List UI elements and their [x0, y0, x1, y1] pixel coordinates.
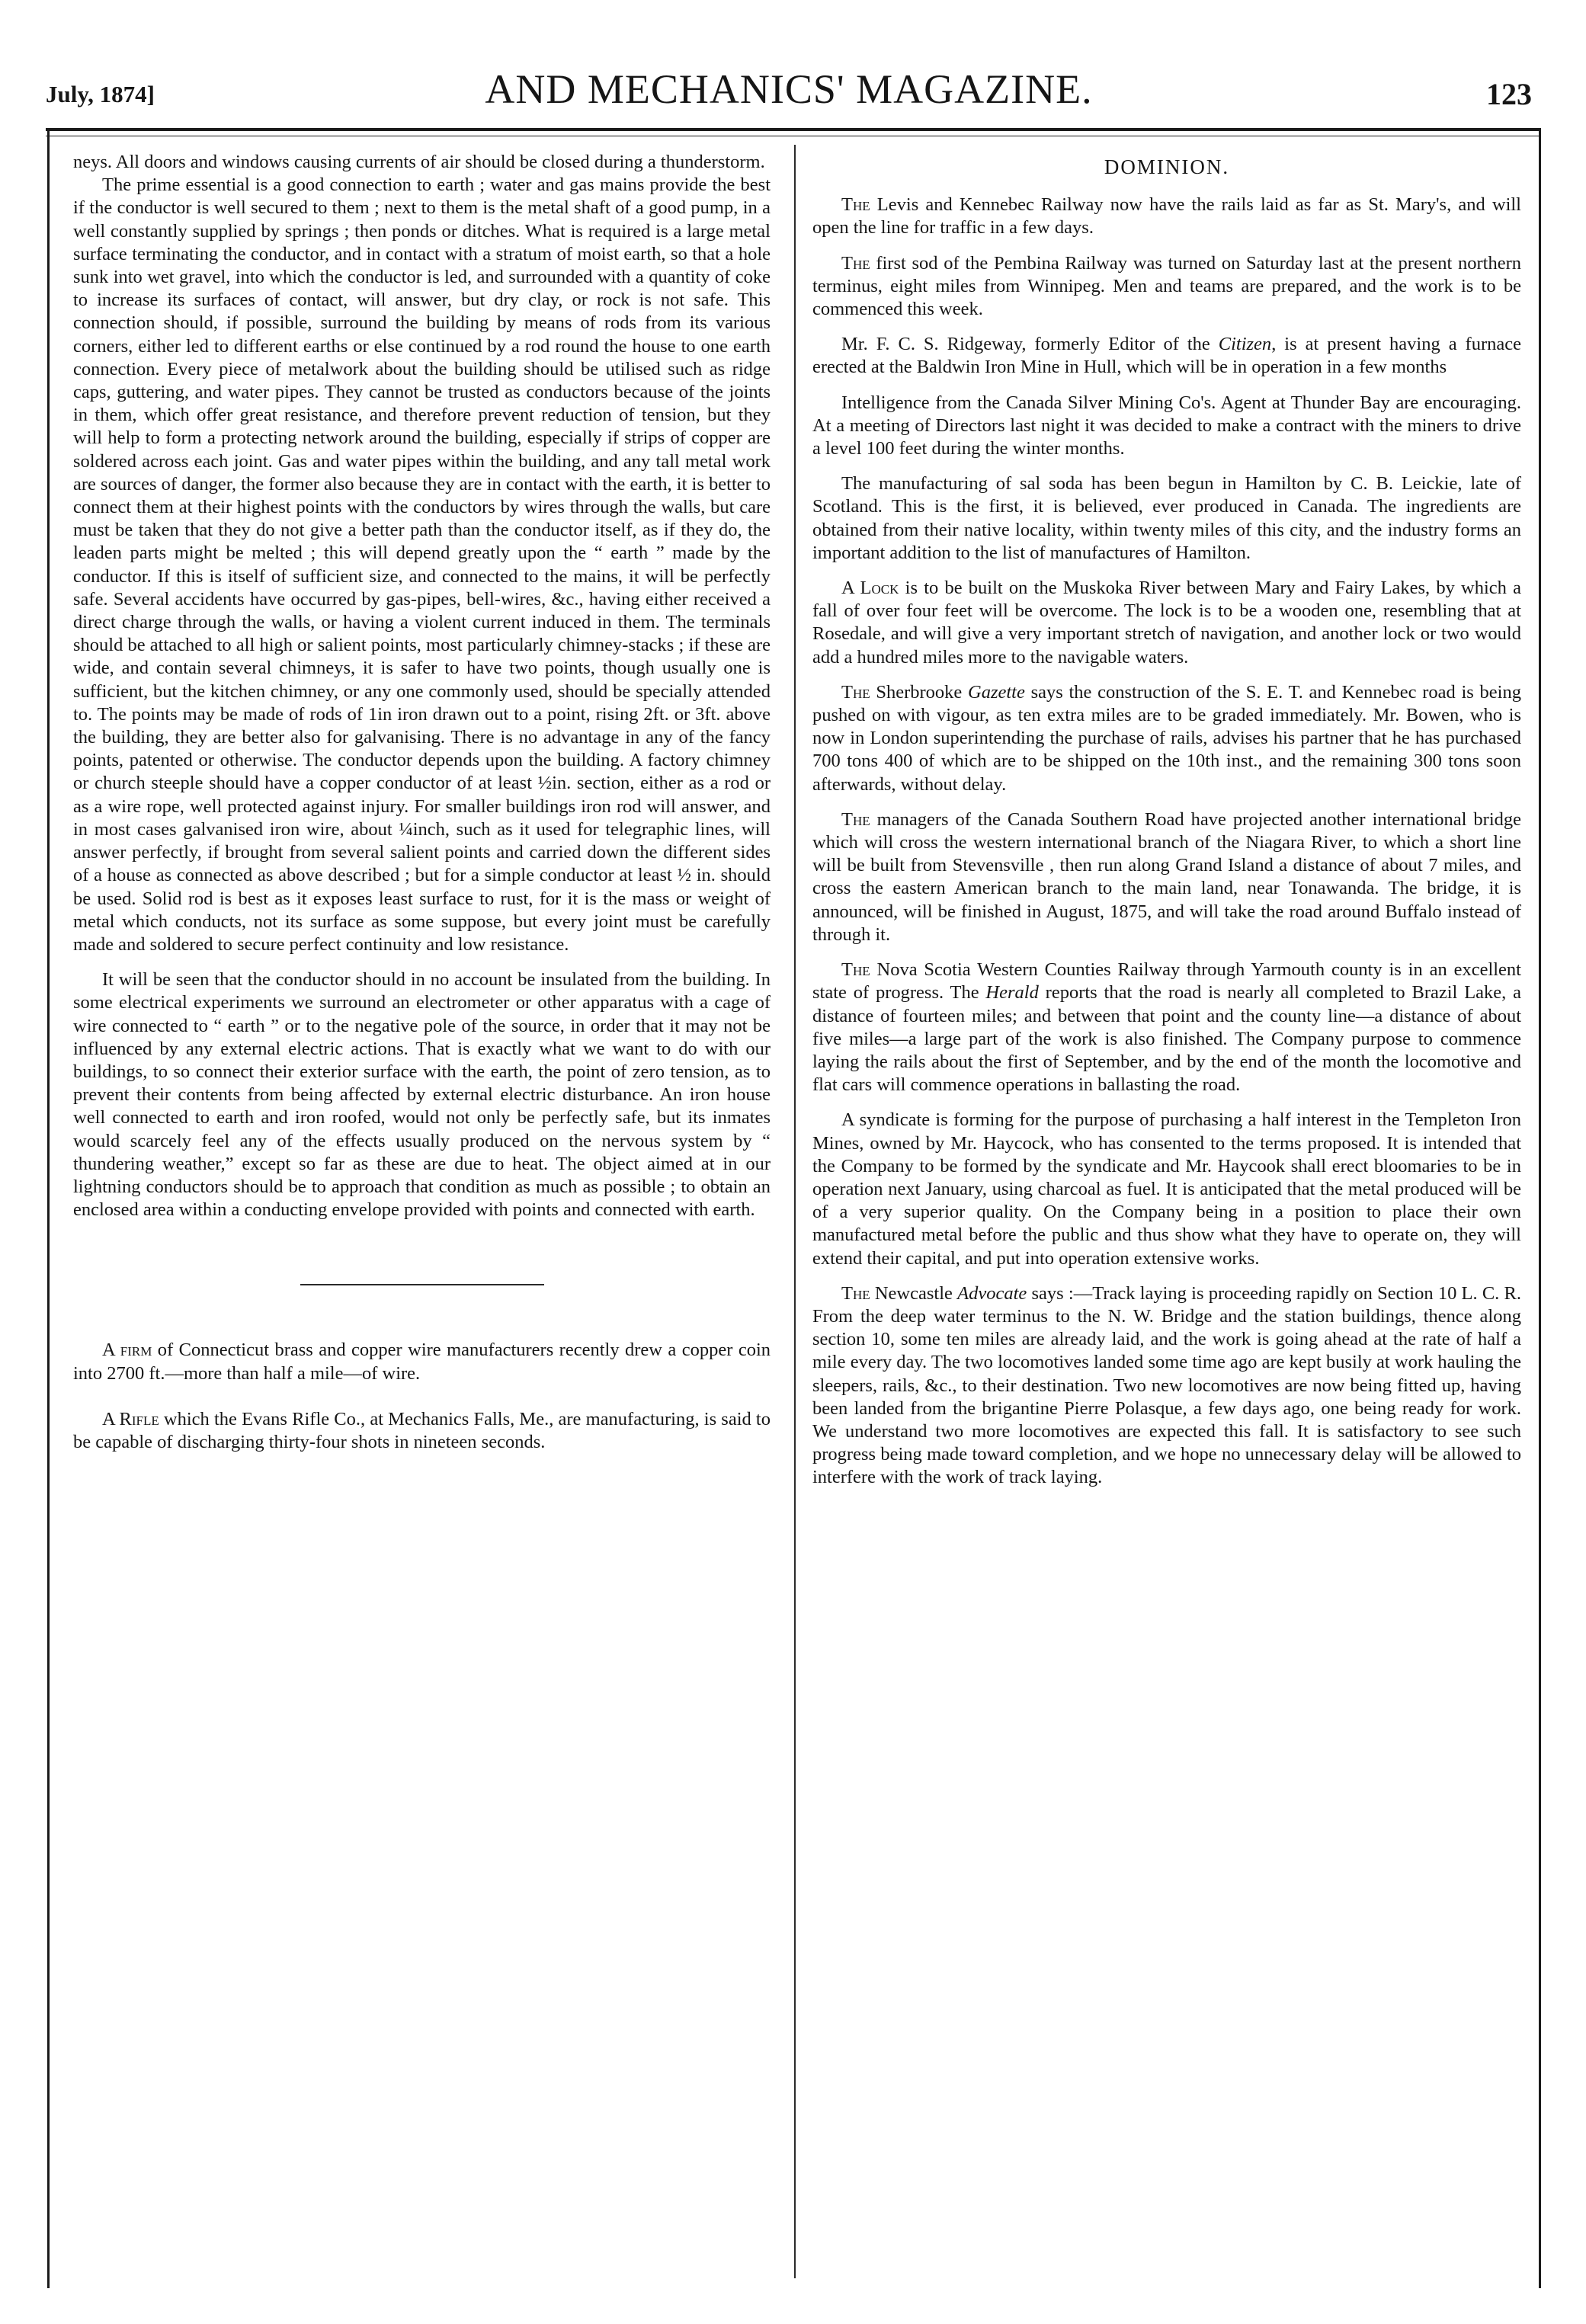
section-divider — [300, 1284, 544, 1285]
news-item-ridgeway-text: , is at present having a furnace erected at the Baldwin Iron Mine in Hull, which will be in operation in a few months — [812, 334, 1521, 378]
news-item-canada-southern-lead: The — [841, 808, 870, 830]
issue-date: July, 1874] — [46, 81, 155, 107]
news-item-rifle-text: which the Evans Rifle Co., at Mechanics Falls, Me., are manufacturing, is said to be capable of discharging thirty-four shots in nineteen seconds. — [73, 1408, 771, 1452]
news-item-levis — [812, 194, 1521, 239]
news-item-silver-mining: Intelligence from the Canada Silver Mining Co's. Agent at Thunder Bay are encouraging. At a meeting of Directors last night it was decided to make a contract with the miners to drive a level 100 feet during the winter months. — [812, 392, 1521, 459]
news-item-wire-text: of Connecticut brass and copper wire manufacturers recently drew a copper coin into 2700 ft.—more than half a mile—of wire. — [73, 1340, 771, 1384]
column-divider — [794, 145, 796, 2278]
news-item-lock — [812, 577, 1521, 669]
news-item-syndicate: A syndicate is forming for the purpose of purchasing a half interest in the Templeton Iron Mines, owned by Mr. Haycock, who has consented to the terms proposed. It is intended that the Company to be formed by the syndicate and Mr. Haycook shall erect bloomaries to be in operation next January, using charcoal as fuel. It is anticipated that the metal produced will be of a very superior quality. On the Company being in a position to place their own manufactured metal before the public and thus show what they have to operate on, they will extend their capital, and put into operation extensive works. — [812, 1109, 1521, 1269]
news-item-nova-scotia-lead: The — [841, 959, 870, 981]
section-heading-dominion: DOMINION. — [1104, 155, 1230, 178]
news-item-rifle-lead: A Rifle — [102, 1408, 159, 1429]
news-item-sherbrooke — [812, 681, 1521, 796]
news-item-newcastle-paper: Advocate — [957, 1282, 1027, 1304]
news-item-nova-scotia-text: reports that the road is nearly all completed to Brazil Lake, a distance of fourteen miles; and between that point and the county line—a distance of about five miles—a large part of the work is also finished. The Company purpose to commence laying the rails about the first of September, and by the end of the month the locomotive and flat cars will commence operations in ballasting the road. — [812, 982, 1521, 1096]
running-header — [46, 66, 1532, 126]
news-item-newcastle-text: says :—Track laying is proceeding rapidly on Section 10 L. C. R. From the deep water terminus to the N. W. Bridge and the station buildings, thence along section 10, some ten miles are already laid, and the work is going ahead at the rate of half a mile every day. The two locomotives landed some time ago are kept busily at work hauling the sleepers, rails, &c., to their destination. Two new locomotives are now being fitted up, having been landed from the brigantine Pierre Polasque, a few days ago, one being ready for work. We understand two more locomotives are expected this fall. It is satisfactory to see such progress being made toward completion, and we hope no unnecessary delay will be allowed to interfere with the work of track laying. — [812, 1282, 1521, 1488]
news-item-rifle — [73, 1408, 771, 1454]
frame-left-rule — [47, 128, 50, 2288]
frame-right-rule — [1539, 128, 1541, 2288]
news-item-ridgeway — [812, 333, 1521, 379]
news-item-canada-southern — [812, 808, 1521, 946]
news-item-pembina-text: first sod of the Pembina Railway was turned on Saturday last at the present northern terminus, eight miles from Winnipeg. Men and teams are prepared, and the work is to be commenced this week. — [812, 252, 1521, 320]
news-item-lock-text: is to be built on the Muskoka River between Mary and Fairy Lakes, by which a fall of over four feet will be overcome. The lock is to be a wooden one, resembling that at Rosedale, and will give a very important stretch of navigation, and another lock or two would add a hundred miles more to the navigable waters. — [812, 578, 1521, 667]
news-item-levis-text: Levis and Kennebec Railway now have the rails laid as far as St. Mary's, and will open the line for traffic in a few days. — [812, 194, 1521, 238]
news-item-pembina-lead: The — [841, 252, 870, 274]
magazine-title: AND MECHANICS' MAGAZINE. — [485, 66, 1093, 112]
news-item-nova-scotia-paper: Herald — [985, 982, 1039, 1004]
article-continuation: neys. All doors and windows causing currents of air should be closed during a thunderstorm. — [73, 152, 765, 172]
article-paragraph-insulation: It will be seen that the conductor should in no account be insulated from the building. In some electrical experiments we surround an electrometer or other apparatus with a cage of wire connected to “ earth ” or to the negative pole of the source, in order that it may not be influenced by any external electric actions. That is exactly what we want to do with our buildings, to so connect their exterior surface with the earth, the point of zero tension, as to prevent their contents from being affected by external electric disturbance. An iron house well connected to earth and iron roofed, would not only be perfectly safe, but its inmates would scarcely feel any of the effects usually produced on the nervous system by “ thundering weather,” except so far as these are due to heat. The object aimed at in our lightning conductors should be to approach that condition as much as possible ; to obtain an enclosed area within a conducting envelope provided with points and connected with earth. — [73, 969, 771, 1221]
news-item-sal-soda: The manufacturing of sal soda has been begun in Hamilton by C. B. Leickie, late of Scotland. This is the first, it is believed, ever produced in Canada. The ingredients are obtained from their native locality, within twenty miles of this city, and the industry forms an important addition to the list of manufactures of Hamilton. — [812, 473, 1521, 563]
news-item-lock-lead: A Lock — [841, 578, 899, 599]
news-item-wire — [73, 1339, 771, 1384]
header-rule-thick — [46, 128, 1541, 131]
news-item-sherbrooke-mid: Sherbrooke — [870, 681, 969, 703]
news-item-newcastle-mid: Newcastle — [870, 1282, 958, 1304]
news-item-sherbrooke-paper: Gazette — [968, 681, 1025, 703]
article-paragraph-earth-connection: The prime essential is a good connection to earth ; water and gas mains provide the best if the conductor is well secured to them ; next to them is the metal shaft of a good pump, in a well constantly supplied by springs ; then ponds or ditches. What is required is a large metal surface terminating the conductor, and in contact with a stratum of moist earth, so that a hole sunk into wet gravel, into which the conductor is led, and surrounded with a quantity of coke to increase its surfaces of contact, will answer, but dry clay, or rock is not safe. This connection should, if possible, surround the building by means of rods from its various corners, either led to different earths or else continued by a rod round the house to one earth connection. Every piece of metalwork about the building should be utilised such as ridge caps, guttering, and water pipes. They cannot be trusted as conductors because of the joints in them, which offer great resistance, and therefore prevent reduction of tension, but they will help to form a protecting network around the building, especially if strips of copper are soldered across each joint. Gas and water pipes within the building, and any tall metal work are sources of danger, the former also because they are in contact with the earth, it is better to connect them at their highest points with the conductors by wires through the walls, but care must be taken that they do not give a better path than the conductor itself, as if they do, the leaden parts might be melted ; this will depend greatly upon the “ earth ” made by the conductor. If this is itself of sufficient size, and connected to the mains, it will be perfectly safe. Several accidents have occurred by gas-pipes, bell-wires, &c., having either received a direct charge through the walls, or having a violent current induced in them. The terminals should be attached to all high or salient points, most particularly chimney-stacks ; if these are wide, and contain several chimneys, it is safer to have two points, though usually one is sufficient, but the kitchen chimney, or any one commonly used, should be specially attended to. The points may be made of rods of 1in iron drawn out to a point, rising 2ft. or 3ft. above the building, they are better also for galvanising. There is no advantage in any of the fancy points, patented or otherwise. The conductor depends upon the building. A factory chimney or church steeple should have a copper conductor of at least ½in. section, either as a rod or as a wire rope, well protected against injury. For smaller buildings iron rod will answer, and in most cases galvanised iron wire, about ¼inch, such as it used for telegraphic lines, will answer perfectly, if brought from several salient points and carried down the different sides of a house as connected as above described ; but for a simple conductor at least ½ in. should be used. Solid rod is best as it exposes least surface to rust, for it is the mass or weight of metal which conducts, not its surface as some suppose, but every joint must be carefully made and soldered to secure perfect continuity and low resistance. — [73, 174, 771, 955]
right-column — [812, 151, 1521, 1490]
left-column — [73, 151, 771, 1454]
news-item-ridgeway-paper: Citizen — [1218, 334, 1272, 355]
news-item-levis-lead: The — [841, 194, 870, 216]
news-item-wire-lead: A firm — [102, 1340, 152, 1361]
news-item-newcastle — [812, 1282, 1521, 1490]
news-item-nova-scotia — [812, 959, 1521, 1096]
news-item-sherbrooke-text: says the construction of the S. E. T. and Kennebec road is being pushed on with vigour, as ten extra miles are to be graded immediately. Mr. Bowen, who is now in London superintending the purchase of rails, advises his partner that he has purchased 700 tons 400 of which are to be shipped on the 10th inst., and the remaining 300 tons soon afterwards, without delay. — [812, 681, 1521, 795]
news-item-canada-southern-text: managers of the Canada Southern Road have projected another international bridge which will cross the western international branch of the Niagara River, to which a short line will be built from Stevensville , then run along Grand Island a distance of about 7 miles, and cross the eastern American branch to the main land, near Tonawanda. The bridge, it is announced, will be finished in August, 1875, and will take the road around Buffalo instead of through it. — [812, 808, 1521, 945]
news-item-ridgeway-lead: Mr. F. C. S. Ridgeway, formerly Editor of the — [841, 334, 1219, 355]
news-item-sherbrooke-lead: The — [841, 681, 870, 703]
news-item-pembina — [812, 252, 1521, 322]
news-item-newcastle-lead: The — [841, 1282, 870, 1304]
page-number: 123 — [1486, 77, 1532, 111]
news-item-nova-scotia-mid: Nova Scotia Western Counties Railway through Yarmouth county is in an excellent state of progress. The — [812, 959, 1521, 1004]
